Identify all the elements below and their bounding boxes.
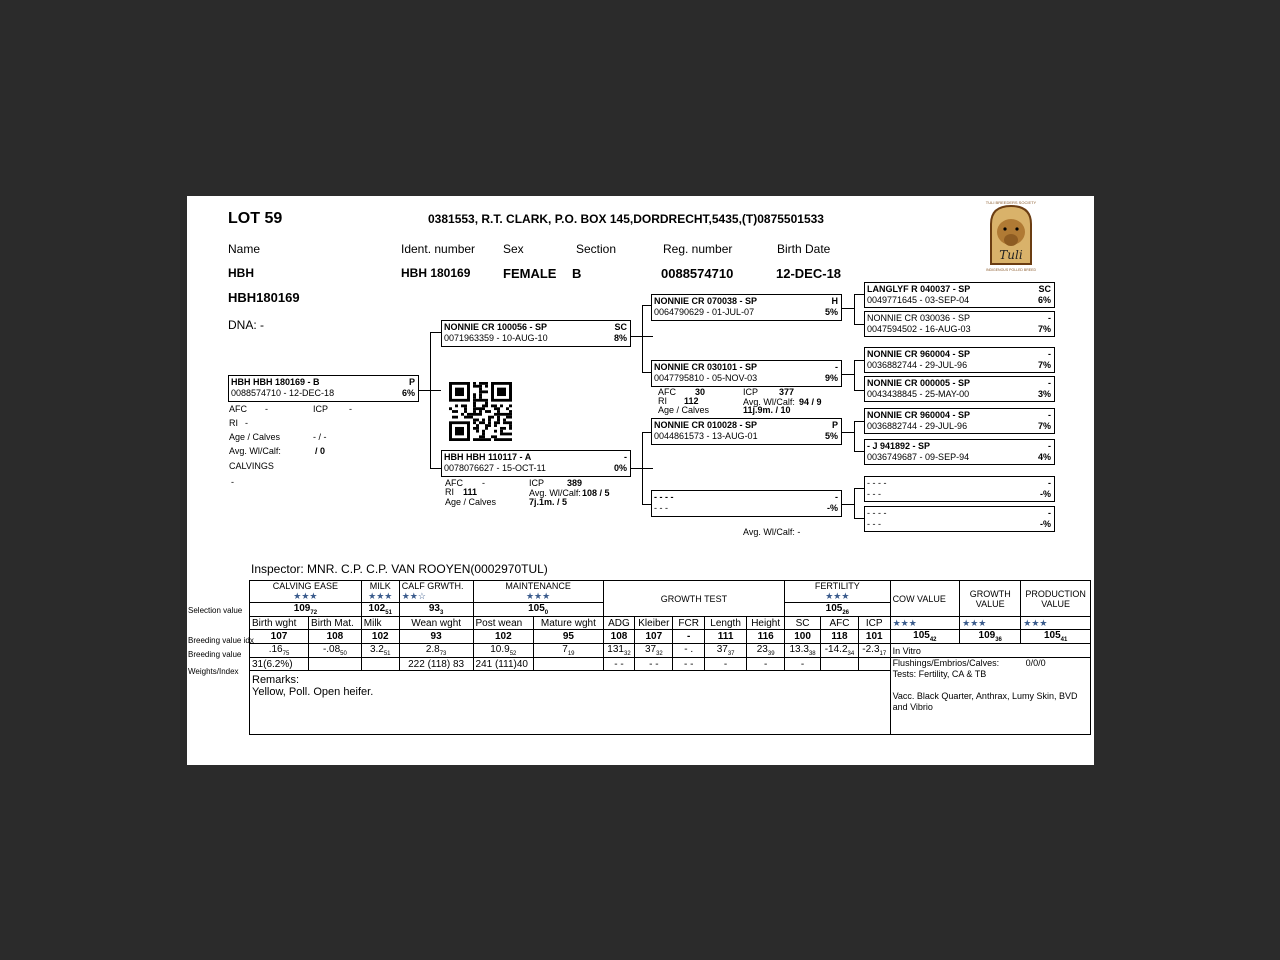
gp-ri-label: RI <box>658 396 667 406</box>
ggp-title: - - - - <box>867 508 887 518</box>
connector <box>842 432 854 433</box>
connector <box>842 504 854 505</box>
sire-title: NONNIE CR 100056 - SP <box>444 322 548 332</box>
birth-label: Birth Date <box>777 242 831 256</box>
growth-value-header: GROWTH VALUE <box>960 581 1021 617</box>
ggp-pct: 7% <box>1037 324 1051 334</box>
connector <box>854 294 864 295</box>
grandparent-box <box>651 360 842 387</box>
vaccinations: Vacc. Black Quarter, Anthrax, Lumy Skin, BVD and Vibrio <box>892 691 1078 712</box>
ggp-reg-date: 0047594502 - 16-AUG-03 <box>867 324 971 334</box>
bvi-cell: 101 <box>858 630 890 644</box>
col-header: Post wean <box>473 617 534 630</box>
col-header: ICP <box>858 617 890 630</box>
svg-text:TULI BREEDERS SOCIETY: TULI BREEDERS SOCIETY <box>985 200 1037 205</box>
dam-ri: 111 <box>463 487 478 497</box>
dam-afc-label: AFC <box>445 478 463 488</box>
lot-number: LOT 59 <box>228 210 283 227</box>
fertility-selection-value: $105_{26}$ <box>785 603 890 617</box>
col-header: Wean wght <box>399 617 473 630</box>
bv-cell: $131_{32}$ <box>603 644 635 658</box>
connector <box>854 421 855 451</box>
sex-label: Sex <box>503 242 524 256</box>
tests: Tests: Fertility, CA & TB <box>892 669 987 679</box>
ggp-flag: - <box>1048 313 1051 323</box>
connector <box>854 294 855 324</box>
dam-title: HBH HBH 110117 - A <box>444 452 532 462</box>
ggp-flag: - <box>1048 410 1051 420</box>
ggp-reg-date: - - - <box>867 519 881 529</box>
growth-value-stars <box>960 617 1021 630</box>
gp-flag: H <box>831 296 838 306</box>
col-header: AFC <box>820 617 858 630</box>
dam-icp-label: ICP <box>529 478 545 488</box>
cow-value-stars <box>890 617 960 630</box>
star-rating-icon: ★★☆ <box>401 591 426 601</box>
bv-cell: $13.3_{38}$ <box>785 644 821 658</box>
dam-age: 7j.1m. / 5 <box>529 497 568 507</box>
ggp-pct: 7% <box>1037 421 1051 431</box>
sire-reg-date: 0071963359 - 10-AUG-10 <box>444 333 548 343</box>
bvi-cell: 116 <box>747 630 785 644</box>
production-value-idx: $105_{41}$ <box>1021 630 1091 644</box>
connector <box>430 332 431 469</box>
col-header: Length <box>705 617 747 630</box>
sire-flag: SC <box>614 322 627 332</box>
bv-cell: $2.8_{73}$ <box>399 644 473 658</box>
star-rating-icon: ★★★ <box>1023 617 1048 628</box>
star-rating-icon: ★★★ <box>293 591 318 601</box>
col-header: Birth wght <box>250 617 309 630</box>
animal-age-label: Age / Calves <box>229 432 281 442</box>
ggp-reg-date: 0036882744 - 29-JUL-96 <box>867 360 968 370</box>
ggp-reg-date: - - - <box>867 489 881 499</box>
gp-icp: 377 <box>779 387 795 397</box>
dam-pct: 0% <box>613 463 627 473</box>
ggp-flag: - <box>1048 478 1051 488</box>
name-value-2: HBH180169 <box>228 290 300 305</box>
bvi-cell: 100 <box>785 630 821 644</box>
ggp-pct: -% <box>1040 489 1051 499</box>
gp-reg-date: 0064790629 - 01-JUL-07 <box>654 307 755 317</box>
breeding-values-table <box>249 580 1091 735</box>
ggp-title: NONNIE CR 960004 - SP <box>867 349 971 359</box>
col-header: ADG <box>603 617 635 630</box>
animal-title: HBH HBH 180169 - B <box>231 377 320 387</box>
col-header: Kleiber <box>635 617 673 630</box>
wi-cell <box>820 658 858 671</box>
animal-icp-label: ICP <box>313 404 329 414</box>
dam-age-label: Age / Calves <box>445 497 497 507</box>
col-header: Mature wght <box>534 617 604 630</box>
breeding-value-label: Breeding value <box>188 650 242 659</box>
great-grandparent-box <box>864 476 1055 502</box>
bvi-cell: 107 <box>635 630 673 644</box>
animal-age: - / - <box>313 432 327 442</box>
in-vitro: In Vitro <box>890 644 1090 658</box>
calvings-value: - <box>231 477 234 487</box>
col-header: Birth Mat. <box>309 617 362 630</box>
production-value-header: PRODUCTION VALUE <box>1021 581 1091 617</box>
connector <box>642 305 643 372</box>
bv-cell: $-.08_{50}$ <box>309 644 362 658</box>
gp-flag: - <box>835 362 838 372</box>
avg-wl-calf-bottom: Avg. Wl/Calf: - <box>743 527 801 537</box>
dam-box <box>441 450 631 477</box>
gp-reg-date: - - - <box>654 503 668 513</box>
star-rating-icon: ★★★ <box>892 617 917 628</box>
gp-icp-label: ICP <box>743 387 759 397</box>
dam-flag: - <box>624 452 627 462</box>
great-grandparent-box <box>864 282 1055 308</box>
connector <box>854 360 855 390</box>
production-value-stars <box>1021 617 1091 630</box>
gp-title: - - - - <box>654 492 674 502</box>
ggp-title: NONNIE CR 960004 - SP <box>867 410 971 420</box>
gp-afc-label: AFC <box>658 387 676 397</box>
ggp-title: - - - - <box>867 478 887 488</box>
inspector: Inspector: MNR. C.P. C.P. VAN ROOYEN(0002970TUL) <box>251 562 548 576</box>
gp-avg-label: Avg. Wl/Calf: <box>743 397 795 407</box>
star-rating-icon: ★★★ <box>962 617 987 628</box>
breeding-value-idx-label: Breeding value idx <box>188 636 254 645</box>
ggp-reg-date: 0049771645 - 03-SEP-04 <box>867 295 970 305</box>
gp-afc: 30 <box>695 387 706 397</box>
connector <box>854 451 864 452</box>
connector <box>854 360 864 361</box>
bv-cell: $.16_{75}$ <box>250 644 309 658</box>
birth-value: 12-DEC-18 <box>776 266 842 281</box>
dam-avg-label: Avg. Wl/Calf: <box>529 488 581 498</box>
gp-flag: P <box>831 420 838 430</box>
col-header: Height <box>747 617 785 630</box>
section-label: Section <box>576 242 617 256</box>
remarks-text: Yellow, Poll. Open heifer. <box>252 686 374 698</box>
ggp-title: - J 941892 - SP <box>867 441 931 451</box>
animal-avg-label: Avg. Wl/Calf: <box>229 446 281 456</box>
calf-selection-value: $93_3$ <box>399 603 473 617</box>
great-grandparent-box <box>864 506 1055 532</box>
gp-reg-date: 0047795810 - 05-NOV-03 <box>654 373 758 383</box>
animal-icp: - <box>349 404 352 414</box>
ggp-pct: 6% <box>1037 295 1051 305</box>
bv-cell: $3.2_{51}$ <box>361 644 399 658</box>
calving-selection-value: $109_{72}$ <box>250 603 362 617</box>
connector <box>854 324 864 325</box>
ggp-reg-date: 0043438845 - 25-MAY-00 <box>867 389 970 399</box>
milk-header: MILK ★★★ <box>361 581 399 603</box>
animal-reg-date: 0088574710 - 12-DEC-18 <box>231 388 335 398</box>
wi-cell: - <box>705 658 747 671</box>
weights-index-label: Weights/Index <box>188 667 239 676</box>
animal-flag: P <box>408 377 415 387</box>
lot-sheet <box>187 196 1094 765</box>
grandparent-box <box>651 418 842 445</box>
animal-pct: 6% <box>401 388 415 398</box>
gp-age-label: Age / Calves <box>658 405 710 415</box>
ggp-pct: 3% <box>1037 389 1051 399</box>
ggp-flag: - <box>1048 378 1051 388</box>
sex-value: FEMALE <box>503 266 557 281</box>
col-header: Milk <box>361 617 399 630</box>
wi-cell: - - <box>603 658 635 671</box>
remarks-cell <box>250 671 891 735</box>
wi-cell <box>309 658 362 671</box>
cow-value-header: COW VALUE <box>890 581 960 617</box>
gp-pct: 9% <box>824 373 838 383</box>
bv-cell: $23_{39}$ <box>747 644 785 658</box>
connector <box>854 488 864 489</box>
bvi-cell: 118 <box>820 630 858 644</box>
animal-ri-label: RI <box>229 418 238 428</box>
grandparent-box <box>651 294 842 321</box>
section-value: B <box>572 266 582 281</box>
sire-box <box>441 320 631 347</box>
growth-test-header: GROWTH TEST <box>603 581 784 617</box>
bvi-cell: 108 <box>603 630 635 644</box>
bv-cell: - . <box>673 644 705 658</box>
connector <box>430 468 441 469</box>
fertility-header: FERTILITY ★★★ <box>785 581 890 603</box>
connector <box>842 308 854 309</box>
calvings-label: CALVINGS <box>229 461 274 471</box>
great-grandparent-box <box>864 439 1055 465</box>
gp-title: NONNIE CR 010028 - SP <box>654 420 758 430</box>
connector <box>854 390 864 391</box>
bvi-cell: 102 <box>361 630 399 644</box>
great-grandparent-box <box>864 347 1055 373</box>
gp-pct: 5% <box>824 431 838 441</box>
flushings-label: Flushings/Embrios/Calves: <box>892 658 1000 668</box>
wi-cell: 222 (118) 83 <box>399 658 473 671</box>
star-rating-icon: ★★★ <box>525 591 551 601</box>
bv-cell: $7_{19}$ <box>534 644 604 658</box>
ggp-flag: - <box>1048 508 1051 518</box>
ggp-title: LANGLYF R 040037 - SP <box>867 284 971 294</box>
flushings-value: 0/0/0 <box>1025 658 1046 668</box>
ident-value: HBH 180169 <box>401 266 471 280</box>
svg-text:INDIGENOUS POLLED BREED: INDIGENOUS POLLED BREED <box>986 268 1036 272</box>
connector <box>430 332 441 333</box>
wi-cell: - - <box>635 658 673 671</box>
ggp-title: NONNIE CR 030036 - SP <box>867 313 971 323</box>
connector <box>854 488 855 519</box>
wi-cell: 241 (111)40 <box>473 658 534 671</box>
ggp-flag: SC <box>1038 284 1051 294</box>
ggp-title: NONNIE CR 000005 - SP <box>867 378 971 388</box>
tuli-cow-logo-icon <box>983 198 1039 274</box>
bv-cell: $37_{37}$ <box>705 644 747 658</box>
gp-pct: -% <box>827 503 838 513</box>
reg-label: Reg. number <box>663 242 733 256</box>
notes-cell <box>890 658 1090 735</box>
wi-cell <box>534 658 604 671</box>
connector <box>842 374 854 375</box>
animal-afc-label: AFC <box>229 404 247 414</box>
gp-title: NONNIE CR 070038 - SP <box>654 296 758 306</box>
connector <box>854 421 864 422</box>
ggp-pct: 7% <box>1037 360 1051 370</box>
ggp-pct: -% <box>1040 519 1051 529</box>
col-header: FCR <box>673 617 705 630</box>
dam-reg-date: 0078076627 - 15-OCT-11 <box>444 463 546 473</box>
animal-box <box>228 375 419 402</box>
gp-flag: - <box>835 492 838 502</box>
svg-text:Tuli: Tuli <box>999 248 1023 262</box>
qr-code-icon <box>449 382 512 441</box>
reg-value: 0088574710 <box>661 266 734 281</box>
ggp-flag: - <box>1048 349 1051 359</box>
maintenance-header: MAINTENANCE ★★★ <box>473 581 603 603</box>
cow-value-idx: $105_{42}$ <box>890 630 960 644</box>
sire-pct: 8% <box>613 333 627 343</box>
wi-cell <box>858 658 890 671</box>
great-grandparent-box <box>864 408 1055 434</box>
gp-ri: 112 <box>684 396 699 406</box>
wi-cell: 31(6.2%) <box>250 658 309 671</box>
bv-cell: $10.9_{52}$ <box>473 644 534 658</box>
dam-icp: 389 <box>567 478 583 488</box>
ggp-reg-date: 0036882744 - 29-JUL-96 <box>867 421 968 431</box>
great-grandparent-box <box>864 311 1055 337</box>
bv-cell: $-2.3_{17}$ <box>858 644 890 658</box>
calving-ease-header: CALVING EASE ★★★ <box>250 581 362 603</box>
star-rating-icon: ★★★ <box>368 591 393 601</box>
ident-label: Ident. number <box>401 242 476 256</box>
bvi-cell: 107 <box>250 630 309 644</box>
wi-cell: - <box>747 658 785 671</box>
connector <box>854 518 864 519</box>
gp-pct: 5% <box>824 307 838 317</box>
dam-afc: - <box>482 478 485 488</box>
bvi-cell: 108 <box>309 630 362 644</box>
bvi-cell: 111 <box>705 630 747 644</box>
grandparent-box <box>651 490 842 517</box>
gp-avg: 94 / 9 <box>799 397 822 407</box>
animal-ri: - <box>245 418 248 428</box>
selection-value-label: Selection value <box>188 606 243 615</box>
wi-cell <box>361 658 399 671</box>
owner-info: 0381553, R.T. CLARK, P.O. BOX 145,DORDRECHT,5435,(T)0875501533 <box>428 212 824 226</box>
connector <box>642 432 643 504</box>
col-header: SC <box>785 617 821 630</box>
dam-avg: 108 / 5 <box>582 488 610 498</box>
calf-growth-header: CALF GRWTH. ★★☆ <box>399 581 473 603</box>
bvi-cell: 102 <box>473 630 534 644</box>
ggp-reg-date: 0036749687 - 09-SEP-94 <box>867 452 970 462</box>
gp-reg-date: 0044861573 - 13-AUG-01 <box>654 431 758 441</box>
maintenance-selection-value: $105_0$ <box>473 603 603 617</box>
milk-selection-value: $102_{51}$ <box>361 603 399 617</box>
wi-cell: - <box>785 658 821 671</box>
bv-cell: $37_{32}$ <box>635 644 673 658</box>
remarks-label: Remarks: <box>252 674 300 686</box>
bvi-cell: 95 <box>534 630 604 644</box>
ggp-pct: 4% <box>1037 452 1051 462</box>
bvi-cell: - <box>673 630 705 644</box>
great-grandparent-box <box>864 376 1055 402</box>
wi-cell: - - <box>673 658 705 671</box>
animal-avg: / 0 <box>315 446 326 456</box>
tuli-logo <box>983 198 1039 274</box>
name-label: Name <box>228 242 261 256</box>
name-value: HBH <box>228 266 254 280</box>
gp-title: NONNIE CR 030101 - SP <box>654 362 758 372</box>
star-rating-icon: ★★★ <box>825 591 850 601</box>
gp-age: 11j.9m. / 10 <box>743 405 791 415</box>
bv-cell: $-14.2_{34}$ <box>820 644 858 658</box>
dam-ri-label: RI <box>445 487 454 497</box>
bvi-cell: 93 <box>399 630 473 644</box>
dna-label: DNA: - <box>228 318 264 332</box>
growth-value-idx: $109_{36}$ <box>960 630 1021 644</box>
ggp-flag: - <box>1048 441 1051 451</box>
animal-afc: - <box>265 404 268 414</box>
